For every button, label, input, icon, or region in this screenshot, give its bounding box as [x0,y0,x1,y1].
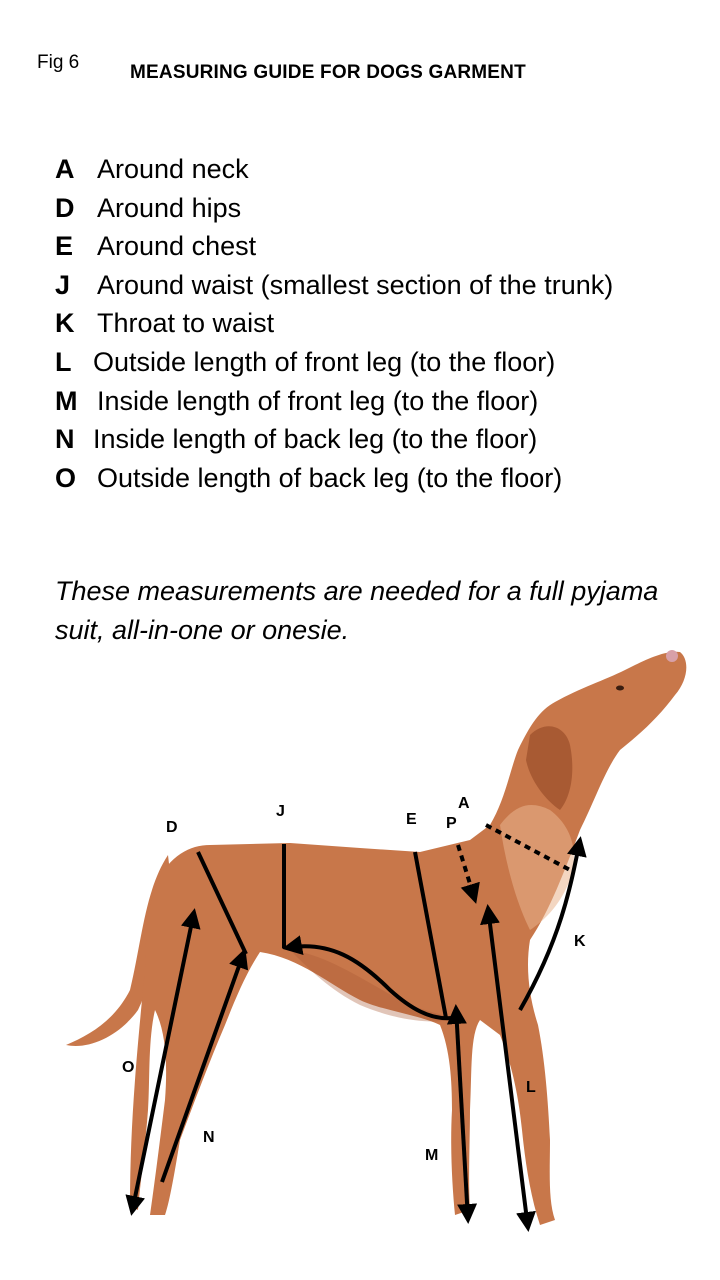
legend-item-l [55,343,705,382]
label-j: J [276,803,285,820]
legend-key: J [55,269,71,300]
legend-text: Around hips [97,192,242,223]
label-n: N [203,1129,215,1146]
legend-item-e [55,227,705,266]
label-m: M [425,1147,439,1164]
fig-label: Fig 6 [37,52,80,73]
legend-item-j [55,266,705,305]
legend-text: Outside length of front leg (to the floor) [93,346,556,377]
legend-key: A [55,154,75,184]
dog-illustration [60,640,700,1245]
dog-nose [666,650,678,662]
legend-key: O [55,462,77,493]
legend-key: D [55,192,75,223]
legend-item-o [55,459,705,498]
legend-item-a [55,150,705,189]
note-text: These measurements are needed for a full pyjama suit, all-in-one or onesie. [55,576,659,645]
label-a: A [458,795,470,812]
dog-silhouette [66,650,686,1225]
legend-item-n [55,420,705,459]
legend-key: L [55,346,72,377]
legend-text: Around neck [97,154,249,184]
legend-key: E [55,231,74,262]
legend-text: Around waist (smallest section of the trunk) [97,269,614,300]
label-d: D [166,819,178,836]
legend-item-m [55,382,705,421]
label-l: L [526,1079,536,1096]
legend-item-k [55,304,705,343]
label-k: K [574,933,586,950]
legend-text: Throat to waist [97,308,275,339]
legend-text: Inside length of back leg (to the floor) [93,424,538,455]
measurement-legend [55,150,705,497]
legend-text: Inside length of front leg (to the floor) [97,385,539,416]
legend-key: N [55,424,75,455]
legend-key: K [55,308,75,339]
legend-text: Around chest [97,231,257,262]
dog-measurement-figure [60,640,700,1245]
legend-item-d [55,189,705,228]
dog-eye [616,686,624,691]
label-p: P [446,815,457,832]
page-title: MEASURING GUIDE FOR DOGS GARMENT [130,62,526,83]
legend-key: M [55,385,78,416]
label-o: O [122,1059,135,1076]
legend-text: Outside length of back leg (to the floor) [97,462,563,493]
label-e: E [406,811,417,828]
